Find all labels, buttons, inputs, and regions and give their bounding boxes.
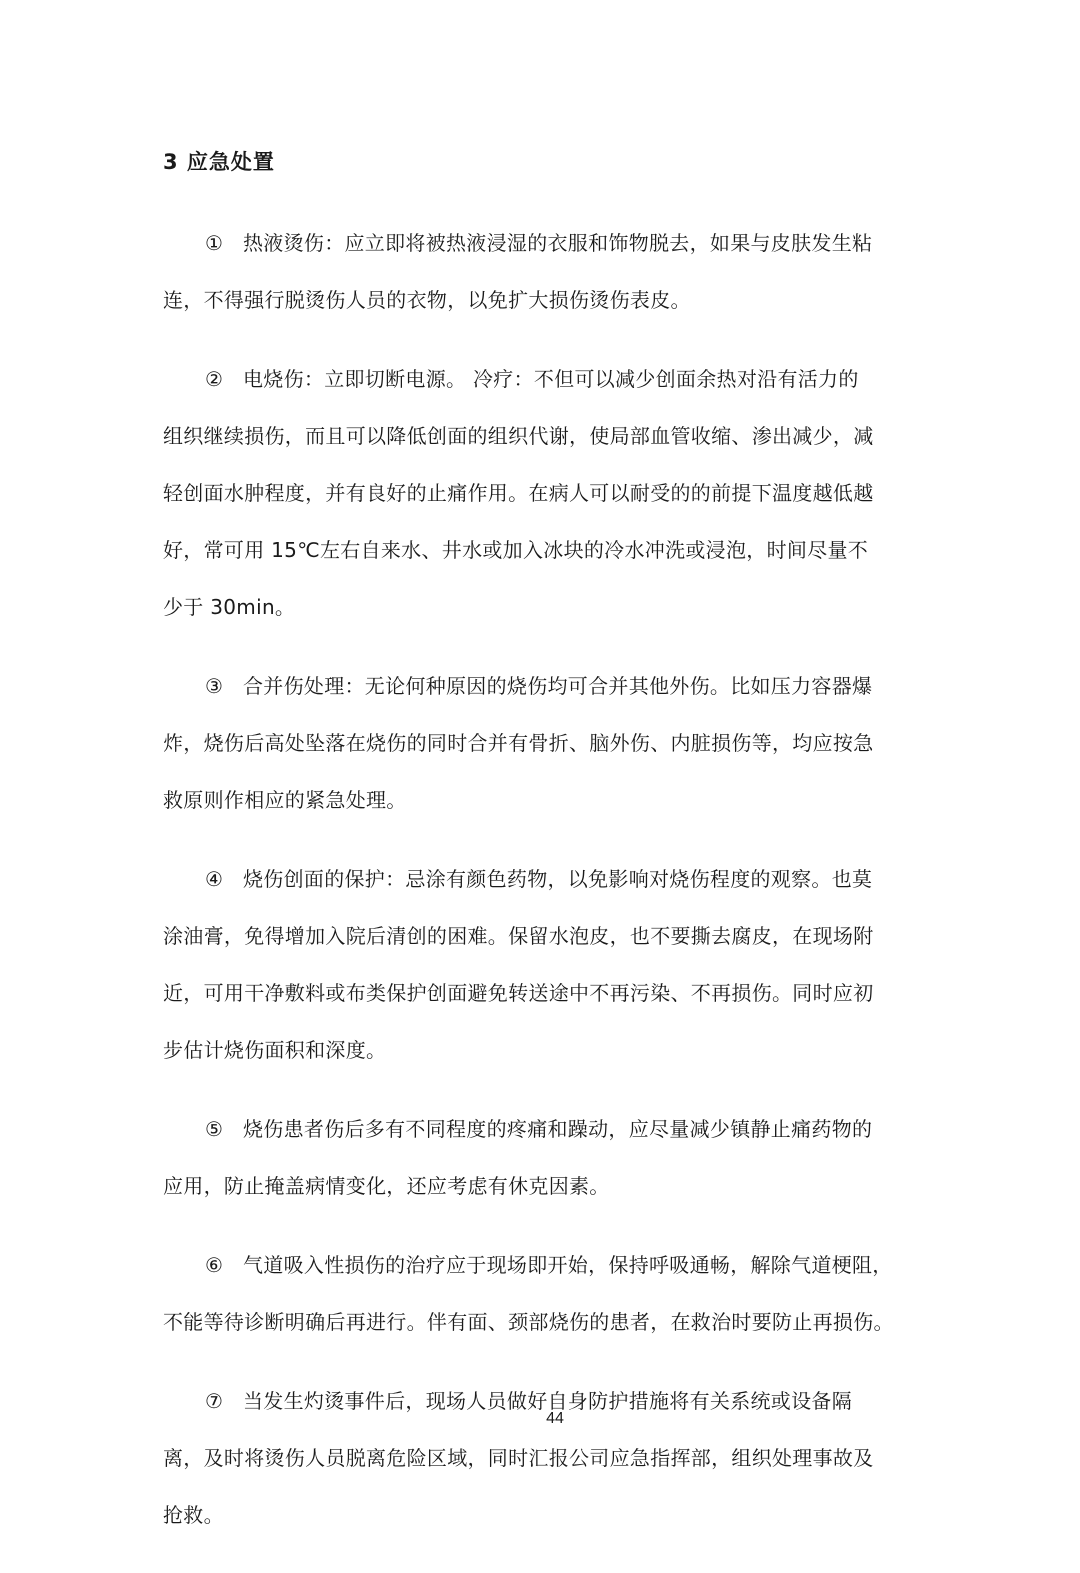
page-number: 44 (546, 1410, 564, 1427)
paragraph-line: 不能等待诊断明确后再进行。伴有面、颈部烧伤的患者，在救治时要防止再损伤。 (163, 1310, 894, 1334)
line-text: 烧伤创面的保护：忌涂有颜色药物，以免影响对烧伤程度的观察。也莫 (243, 867, 873, 891)
paragraph-2 (163, 358, 918, 643)
line-text: 热液烫伤：应立即将被热液浸湿的衣服和饰物脱去，如果与皮肤发生粘 (243, 231, 873, 255)
paragraph-line: 救原则作相应的紧急处理。 (163, 788, 407, 812)
paragraph-line: 抢救。 (163, 1503, 224, 1527)
paragraph-line: 离，及时将烫伤人员脱离危险区域，同时汇报公司应急指挥部，组织处理事故及 (163, 1446, 874, 1470)
section-body (163, 222, 918, 1573)
line-text: 合并伤处理：无论何种原因的烧伤均可合并其他外伤。比如压力容器爆 (243, 674, 873, 698)
paragraph-line: 炸，烧伤后高处坠落在烧伤的同时合并有骨折、脑外伤、内脏损伤等，均应按急 (163, 731, 874, 755)
paragraph-line (163, 1108, 918, 1165)
paragraph-line: 步估计烧伤面积和深度。 (163, 1038, 387, 1062)
line-text: 气道吸入性损伤的治疗应于现场即开始，保持呼吸通畅，解除气道梗阻， (243, 1253, 893, 1277)
paragraph-line (163, 858, 918, 915)
paragraph-1 (163, 222, 918, 336)
item-marker: ① (205, 231, 224, 255)
item-marker: ② (205, 367, 224, 391)
item-marker: ⑥ (205, 1253, 224, 1277)
section-heading: 3 应急处置 (163, 150, 275, 174)
paragraph-line (163, 1380, 918, 1437)
paragraph-line: 轻创面水肿程度，并有良好的止痛作用。在病人可以耐受的的前提下温度越低越 (163, 481, 874, 505)
paragraph-4 (163, 858, 918, 1086)
item-marker: ④ (205, 867, 224, 891)
paragraph-6 (163, 1244, 918, 1358)
paragraph-line: 组织继续损伤，而且可以降低创面的组织代谢，使局部血管收缩、渗出减少，减 (163, 424, 874, 448)
item-marker: ⑦ (205, 1389, 224, 1413)
paragraph-line (163, 665, 918, 722)
paragraph-5 (163, 1108, 918, 1222)
paragraph-line: 连，不得强行脱烫伤人员的衣物，以免扩大损伤烫伤表皮。 (163, 288, 691, 312)
item-marker: ⑤ (205, 1117, 224, 1141)
paragraph-3 (163, 665, 918, 836)
paragraph-line (163, 222, 918, 279)
paragraph-line (163, 358, 918, 415)
paragraph-line: 应用，防止掩盖病情变化，还应考虑有休克因素。 (163, 1174, 610, 1198)
paragraph-7 (163, 1380, 918, 1551)
paragraph-line: 少于 30min。 (163, 595, 296, 619)
paragraph-line (163, 1244, 918, 1301)
line-text: 烧伤患者伤后多有不同程度的疼痛和躁动，应尽量减少镇静止痛药物的 (243, 1117, 873, 1141)
paragraph-line: 近，可用干净敷料或布类保护创面避免转送途中不再污染、不再损伤。同时应初 (163, 981, 874, 1005)
item-marker: ③ (205, 674, 224, 698)
paragraph-line: 涂油膏，免得增加入院后清创的困难。保留水泡皮，也不要撕去腐皮，在现场附 (163, 924, 874, 948)
line-text: 当发生灼烫事件后，现场人员做好自身防护措施将有关系统或设备隔 (243, 1389, 852, 1413)
line-text: 电烧伤：立即切断电源。 冷疗：不但可以减少创面余热对沿有活力的 (243, 367, 859, 391)
paragraph-line: 好，常可用 15℃左右自来水、井水或加入冰块的冷水冲洗或浸泡，时间尽量不 (163, 538, 869, 562)
